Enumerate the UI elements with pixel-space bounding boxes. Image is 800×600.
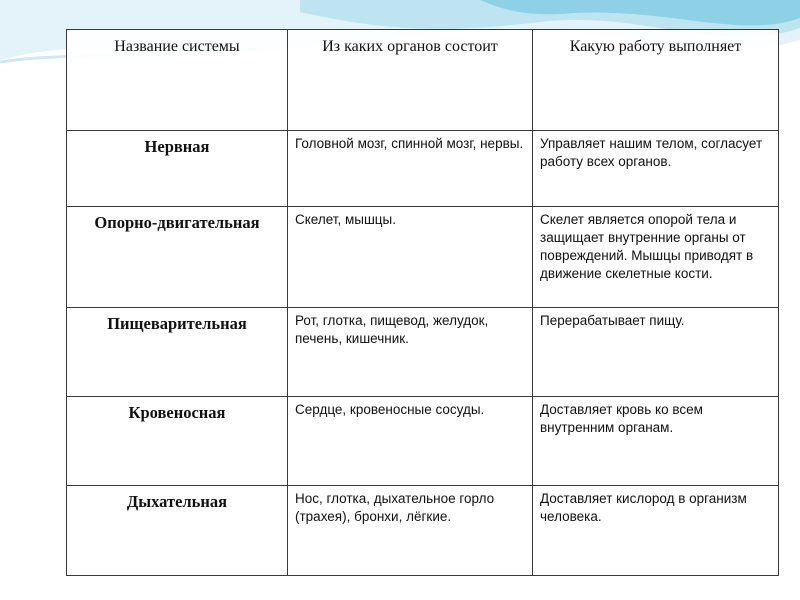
function-cell: Доставляет кровь ко всем внутренним органам. [533, 397, 779, 486]
header-organs: Из каких органов состоит [288, 30, 533, 131]
table-row [67, 207, 779, 308]
systems-table-container [66, 29, 778, 575]
header-function: Какую работу выполняет [533, 30, 779, 131]
function-cell: Скелет является опорой тела и защищает внутренние органы от повреждений. Мышцы приводят в движение скелетные кости. [533, 207, 779, 308]
system-name-cell: Нервная [67, 131, 288, 207]
system-name-cell: Дыхательная [67, 486, 288, 576]
system-name-cell: Пищеварительная [67, 308, 288, 397]
table-row [67, 397, 779, 486]
table-row [67, 308, 779, 397]
function-cell: Доставляет кислород в организм человека. [533, 486, 779, 576]
organs-cell: Сердце, кровеносные сосуды. [288, 397, 533, 486]
system-name-cell: Кровеносная [67, 397, 288, 486]
organs-cell: Головной мозг, спинной мозг, нервы. [288, 131, 533, 207]
function-cell: Управляет нашим телом, согласует работу всех органов. [533, 131, 779, 207]
system-name-cell: Опорно-двигательная [67, 207, 288, 308]
function-cell: Перерабатывает пищу. [533, 308, 779, 397]
organs-cell: Нос, глотка, дыхательное горло (трахея), бронхи, лёгкие. [288, 486, 533, 576]
organs-cell: Скелет, мышцы. [288, 207, 533, 308]
header-system-name: Название системы [67, 30, 288, 131]
table-row [67, 486, 779, 576]
body-systems-table [66, 29, 779, 576]
table-row [67, 131, 779, 207]
organs-cell: Рот, глотка, пищевод, желудок, печень, кишечник. [288, 308, 533, 397]
table-header-row [67, 30, 779, 131]
